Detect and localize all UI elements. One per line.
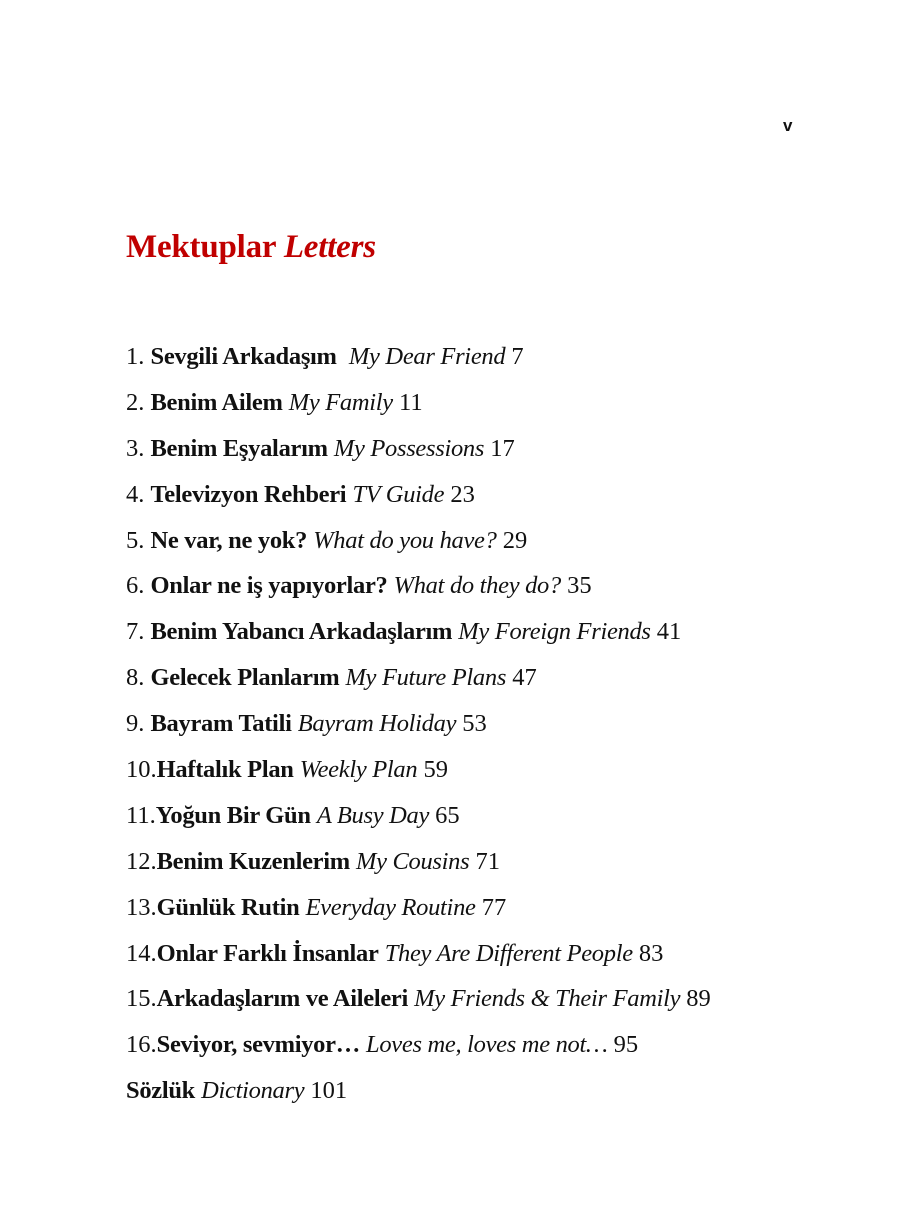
toc-entry[interactable] <box>126 432 711 478</box>
toc-entry[interactable] <box>126 661 711 707</box>
toc-entry[interactable] <box>126 753 711 799</box>
toc-entry-turkish-title: Haftalık Plan <box>156 756 294 784</box>
toc-entry-page: 23 <box>450 480 475 508</box>
toc-entry-english-title: What do you have? <box>313 526 497 554</box>
toc-entry-page: 17 <box>490 434 515 462</box>
toc-entry-number: 12. <box>126 847 157 875</box>
toc-entry-number: 11. <box>126 801 156 829</box>
toc-entry-page: 41 <box>656 618 682 646</box>
toc-entry-page: 89 <box>686 985 711 1013</box>
toc-entry-number: 14. <box>126 939 157 967</box>
toc-entry-turkish-title: Bayram Tatili <box>150 710 292 738</box>
toc-entry-number: 16. <box>126 1031 157 1059</box>
toc-entry-english-title: My Possessions <box>333 434 485 462</box>
toc-entry-number: 5. <box>126 526 151 554</box>
toc-entry-page: 53 <box>462 710 487 738</box>
page-number: v <box>783 116 793 135</box>
toc-entry[interactable] <box>126 1028 711 1074</box>
toc-entry-separator <box>337 343 349 370</box>
toc-entry[interactable] <box>126 707 711 753</box>
toc-entry-number: 7. <box>126 618 151 646</box>
toc-entry-english-title: Weekly Plan <box>299 756 418 784</box>
toc-entry-turkish-title: Yoğun Bir Gün <box>155 801 311 829</box>
toc-entry-page: 29 <box>502 526 528 554</box>
toc-entry-turkish-title: Ne var, ne yok? <box>150 526 308 554</box>
toc-entry-page: 11 <box>398 388 423 416</box>
toc-entry-turkish-title: Televizyon Rehberi <box>150 480 347 508</box>
toc-entry-english-title: My Foreign Friends <box>458 618 651 646</box>
toc-entry-turkish-title: Benim Kuzenlerim <box>156 847 350 875</box>
toc-entry-number: 15. <box>126 985 157 1013</box>
toc-entry-turkish-title: Onlar Farklı İnsanlar <box>156 939 379 967</box>
toc-entry-turkish-title: Benim Eşyalarım <box>150 434 328 462</box>
toc-entry-english-title: My Future Plans <box>345 664 507 692</box>
toc-entry-english-title: My Dear Friend <box>348 343 506 370</box>
toc-entry-number: 8. <box>126 664 151 692</box>
toc-entry-english-title: Dictionary <box>201 1077 305 1105</box>
toc-entry[interactable] <box>126 615 711 661</box>
toc-entry[interactable] <box>126 386 711 432</box>
toc-entry-english-title: A Busy Day <box>316 801 430 829</box>
toc-entry[interactable] <box>126 1074 711 1120</box>
toc-entry[interactable] <box>126 569 711 615</box>
toc-entry-page: 95 <box>613 1031 639 1059</box>
toc-entry-turkish-title: Benim Yabancı Arkadaşlarım <box>150 618 453 646</box>
toc-entry-turkish-title: Sözlük <box>126 1077 196 1105</box>
toc-entry-english-title: My Family <box>288 388 393 416</box>
toc-entry-turkish-title: Seviyor, sevmiyor… <box>156 1031 360 1059</box>
toc-entry[interactable] <box>126 982 711 1028</box>
toc-entry-number: 3. <box>126 434 151 462</box>
toc-entry-page: 59 <box>423 756 448 784</box>
heading-turkish: Mektuplar <box>126 229 276 265</box>
toc-entry-number: 2. <box>126 388 151 416</box>
toc-entry[interactable] <box>126 340 711 386</box>
toc-entry-page: 35 <box>567 572 592 600</box>
toc-entry-turkish-title: Benim Ailem <box>150 388 283 416</box>
toc-entry-number: 10. <box>126 756 157 784</box>
toc-entry[interactable] <box>126 799 711 845</box>
toc-entry-english-title: What do they do? <box>393 572 561 600</box>
toc-entry-page: 47 <box>512 664 537 692</box>
toc-entry-english-title: Everyday Routine <box>305 893 476 921</box>
toc-entry-number: 1. <box>126 343 151 370</box>
toc-entry[interactable] <box>126 478 711 524</box>
toc-entry-page: 83 <box>638 939 664 967</box>
heading-english: Letters <box>283 229 376 265</box>
toc-entry-turkish-title: Onlar ne iş yapıyorlar? <box>150 572 388 600</box>
toc-entry-turkish-title: Günlük Rutin <box>156 893 300 921</box>
toc-entry[interactable] <box>126 891 711 937</box>
toc-entry-english-title: My Cousins <box>355 847 470 875</box>
toc-entry[interactable] <box>126 937 711 983</box>
toc-entry-page: 65 <box>435 801 460 829</box>
toc-entry-turkish-title: Gelecek Planlarım <box>150 664 340 692</box>
toc-entry-english-title: Loves me, loves me not… <box>366 1031 608 1059</box>
toc-entry-number: 4. <box>126 480 151 508</box>
toc-entry-page: 77 <box>481 893 507 921</box>
toc-entry-english-title: TV Guide <box>352 480 445 508</box>
toc-entry[interactable] <box>126 524 711 570</box>
toc-entry-english-title: My Friends & Their Family <box>414 985 681 1013</box>
toc-entry-turkish-title: Arkadaşlarım ve Aileleri <box>156 985 408 1013</box>
table-of-contents <box>126 340 711 1120</box>
toc-entry-turkish-title: Sevgili Arkadaşım <box>150 343 337 370</box>
toc-entry-english-title: Bayram Holiday <box>297 710 457 738</box>
toc-entry-english-title: They Are Different People <box>384 939 633 967</box>
toc-entry[interactable] <box>126 845 711 891</box>
section-heading <box>126 229 376 266</box>
toc-entry-number: 6. <box>126 572 151 600</box>
toc-entry-page: 71 <box>475 847 500 875</box>
toc-entry-page: 101 <box>310 1077 348 1105</box>
toc-entry-number: 9. <box>126 710 151 738</box>
toc-entry-number: 13. <box>126 893 157 921</box>
toc-entry-page: 7 <box>511 343 524 370</box>
